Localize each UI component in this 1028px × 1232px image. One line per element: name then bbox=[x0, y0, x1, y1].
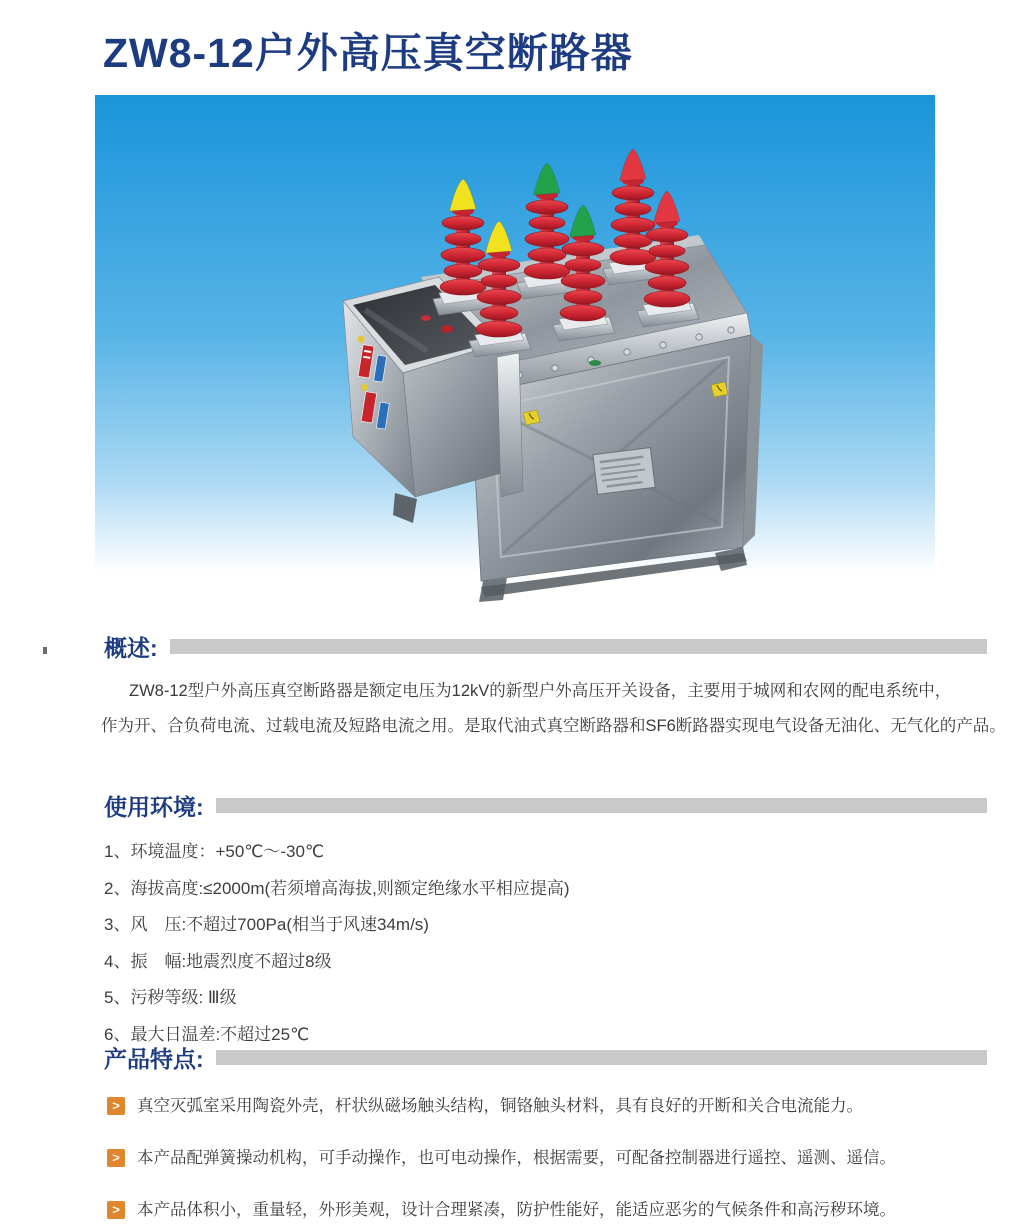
environment-heading-bar bbox=[216, 798, 987, 813]
env-item-altitude: 2、海拔高度:≤2000m(若须增高海拔,则额定绝缘水平相应提高) bbox=[104, 878, 570, 898]
overview-line-1: ZW8-12型户外高压真空断路器是额定电压为12kV的新型户外高压开关设备，主要用于城网和农网的配电系统中， bbox=[129, 682, 952, 700]
section-environment bbox=[95, 789, 987, 1053]
env-item-pollution-level: 5、污秽等级: Ⅲ级 bbox=[104, 988, 237, 1007]
green-wire bbox=[589, 360, 601, 366]
overview-line-2: 作为开、合负荷电流、过载电流及短路电流之用。是取代油式真空断路器和SF6断路器实现电气设备无油化、无气化的产品。 bbox=[101, 717, 1006, 735]
feature-text: 本产品配弹簧操动机构，可手动操作，也可电动操作，根据需要，可配备控制器进行遥控、遥测、遥信。 bbox=[137, 1149, 896, 1167]
nameplate bbox=[593, 448, 655, 495]
page-title: ZW8-12户外高压真空断路器 bbox=[103, 30, 633, 76]
features-heading-bar bbox=[216, 1050, 987, 1065]
features-heading: 产品特点: bbox=[104, 1046, 204, 1072]
environment-heading: 使用环境: bbox=[104, 794, 204, 820]
yellow-tag-right bbox=[711, 382, 728, 397]
feature-text: 本产品体积小，重量轻，外形美观，设计合理紧凑，防护性能好，能适应恶劣的气候条件和高污秽环境。 bbox=[137, 1201, 896, 1219]
overview-header bbox=[95, 630, 987, 663]
scan-artifact-dot bbox=[43, 647, 47, 654]
features-header bbox=[95, 1041, 987, 1074]
env-item-vibration: 4、振 幅:地震烈度不超过8级 bbox=[104, 951, 332, 971]
feature-row bbox=[107, 1200, 987, 1221]
chevron-bullet-icon: > bbox=[107, 1097, 125, 1115]
product-photo-illustration bbox=[95, 95, 935, 625]
chevron-bullet-icon: > bbox=[107, 1149, 125, 1167]
section-features bbox=[95, 1041, 987, 1232]
overview-heading-bar bbox=[170, 639, 987, 654]
overview-heading: 概述: bbox=[104, 635, 158, 661]
feature-row bbox=[107, 1096, 987, 1117]
chevron-bullet-icon: > bbox=[107, 1201, 125, 1219]
feature-row bbox=[107, 1148, 987, 1169]
env-item-daily-temp-range: 6、最大日温差:不超过25℃ bbox=[104, 1024, 310, 1044]
environment-list bbox=[95, 834, 987, 1053]
yellow-tag-left bbox=[523, 410, 540, 425]
env-item-temperature: 1、环境温度：+50℃～-30℃ bbox=[104, 842, 325, 861]
section-overview bbox=[95, 630, 1006, 744]
product-photo bbox=[95, 95, 935, 625]
environment-header bbox=[95, 789, 987, 822]
feature-text: 真空灭弧室采用陶瓷外壳，杆状纵磁场触头结构，铜铬触头材料，具有良好的开断和关合电流能力。 bbox=[137, 1097, 863, 1115]
support-column bbox=[497, 353, 523, 497]
features-list bbox=[95, 1096, 987, 1221]
env-item-wind-pressure: 3、风 压:不超过700Pa(相当于风速34m/s) bbox=[104, 915, 429, 934]
